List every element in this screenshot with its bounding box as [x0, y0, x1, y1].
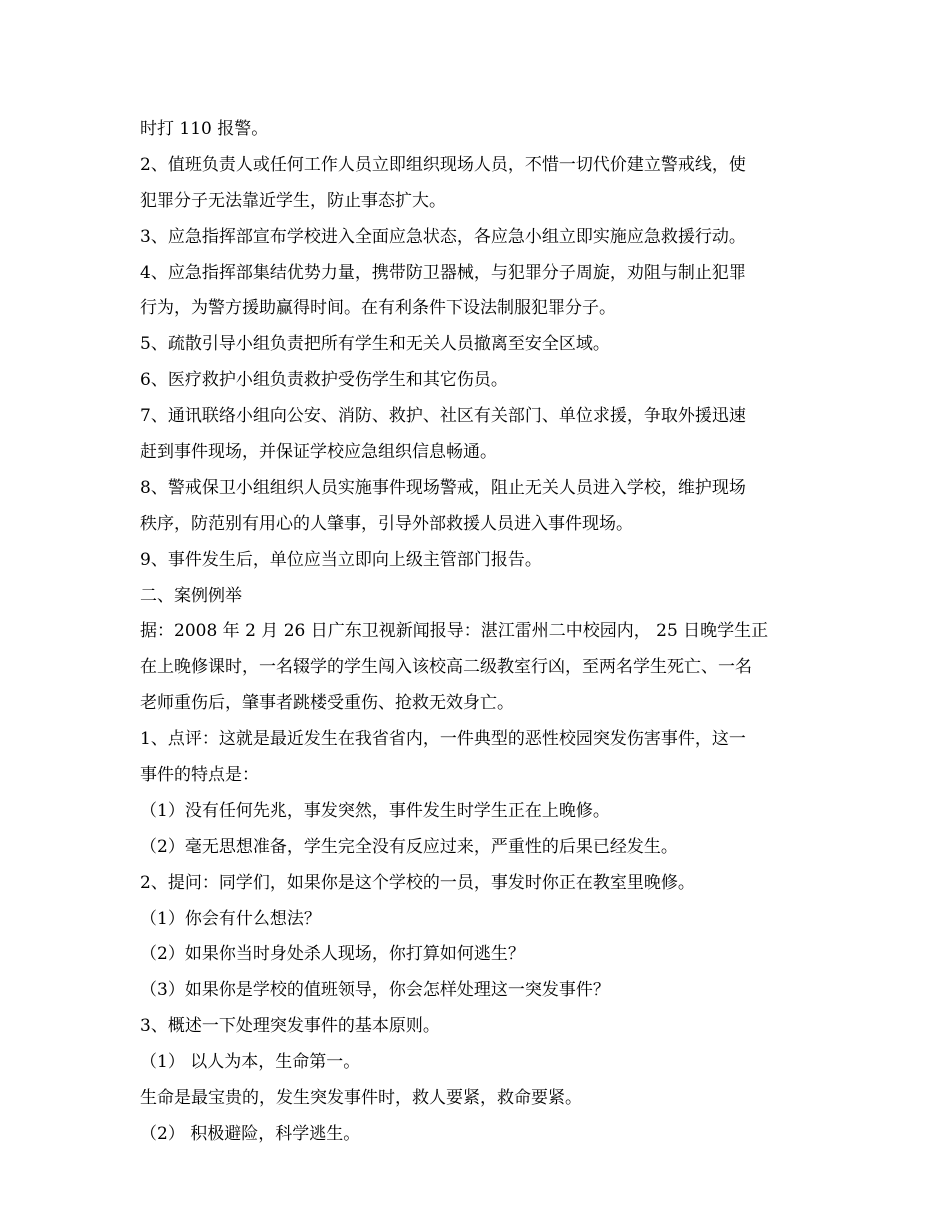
text-line: （1）没有任何先兆，事发突然，事件发生时学生正在上晚修。 — [140, 800, 610, 821]
text-line: 3、应急指挥部宣布学校进入全面应急状态，各应急小组立即实施应急救援行动。 — [140, 226, 746, 247]
text-line: 2、值班负责人或任何工作人员立即组织现场人员，不惜一切代价建立警戒线，使 — [140, 154, 746, 175]
text-line: （2） 积极避险，科学逃生。 — [140, 1123, 361, 1144]
text-line: 在上晚修课时，一名辍学的学生闯入该校高二级教室行凶，至两名学生死亡、一名 — [140, 657, 752, 678]
text-line: 8、警戒保卫小组组织人员实施事件现场警戒，阻止无关人员进入学校，维护现场 — [140, 477, 746, 498]
text-line: （1） 以人为本，生命第一。 — [140, 1052, 361, 1073]
text-line: （3）如果你是学校的值班领导，你会怎样处理这一突发事件？ — [140, 980, 610, 1001]
text-line: 5、疏散引导小组负责把所有学生和无关人员撤离至安全区域。 — [140, 334, 610, 355]
text-line: 行为，为警方援助赢得时间。在有利条件下设法制服犯罪分子。 — [140, 298, 616, 319]
text-line: 生命是最宝贵的，发生突发事件时，救人要紧，救命要紧。 — [140, 1088, 582, 1109]
text-line: 时打 110 报警。 — [140, 119, 269, 139]
text-line: 4、应急指挥部集结优势力量，携带防卫器械，与犯罪分子周旋，劝阻与制止犯罪 — [140, 262, 746, 283]
text-line: 7、通讯联络小组向公安、消防、救护、社区有关部门、单位求援，争取外援迅速 — [140, 406, 746, 427]
section-heading: 二、案例例举 — [140, 585, 242, 606]
text-line: 6、医疗救护小组负责救护受伤学生和其它伤员。 — [140, 370, 508, 391]
document-body — [140, 112, 820, 1153]
text-line: 1、点评：这就是最近发生在我省省内，一件典型的恶性校园突发伤害事件，这一 — [140, 729, 746, 750]
text-line: 老师重伤后，肇事者跳楼受重伤、抢救无效身亡。 — [140, 693, 514, 714]
text-line: 2、提问：同学们，如果你是这个学校的一员，事发时你正在教室里晚修。 — [140, 872, 695, 893]
text-line: 3、概述一下处理突发事件的基本原则。 — [140, 1016, 440, 1037]
text-line: （2）如果你当时身处杀人现场，你打算如何逃生？ — [140, 944, 525, 965]
text-line: 据：2008 年 2 月 26 日广东卫视新闻报导：湛江雷州二中校园内， 25 日晚学生正 — [140, 621, 769, 642]
text-line: 赶到事件现场，并保证学校应急组织信息畅通。 — [140, 442, 497, 463]
text-line: （1）你会有什么想法？ — [140, 908, 321, 929]
text-line: 犯罪分子无法靠近学生，防止事态扩大。 — [140, 190, 446, 211]
text-line: 事件的特点是： — [140, 765, 259, 786]
text-line: （2）毫无思想准备，学生完全没有反应过来，严重性的后果已经发生。 — [140, 836, 678, 857]
text-line: 9、事件发生后，单位应当立即向上级主管部门报告。 — [140, 549, 542, 570]
text-line: 秩序，防范别有用心的人肇事，引导外部救援人员进入事件现场。 — [140, 513, 633, 534]
